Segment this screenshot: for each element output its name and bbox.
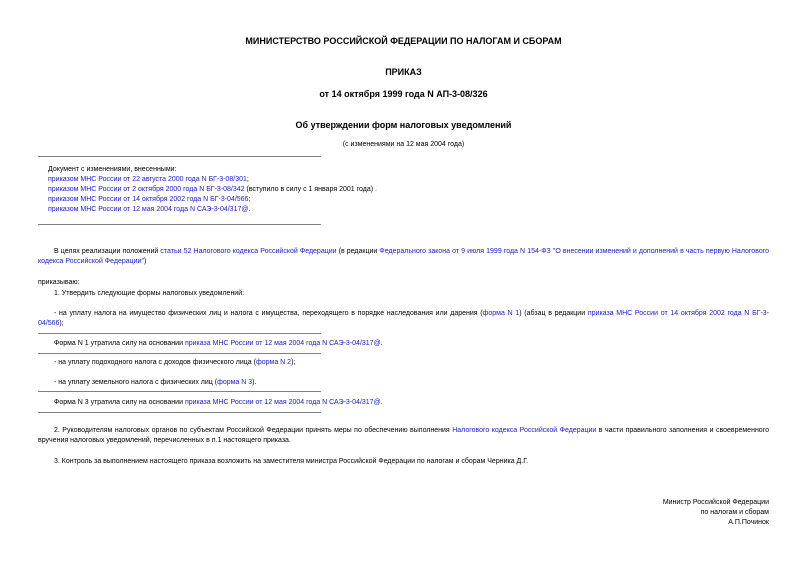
document-title: Об утверждении форм налоговых уведомлений: [295, 120, 512, 130]
form-3-void-note: Форма N 3 утратила силу на основании приказа МНС России от 12 мая 2004 года N САЭ-3-04/317@.: [54, 399, 383, 406]
change-link-2[interactable]: приказом МНС России от 2 октября 2000 года N БГ-3-08/342: [48, 186, 245, 193]
tax-code-article-52-link[interactable]: статьи 52 Налогового кодекса Российской Федерации: [160, 248, 337, 255]
changes-bottom-rule: [38, 224, 321, 225]
signature-line-1: Министр Российской Федерации: [662, 499, 769, 506]
tax-code-link[interactable]: Налогового кодекса Российской Федерации: [452, 427, 597, 434]
order-2002-566-link[interactable]: приказа МНС России от 14 октября 2002 года N БГ-3-04/566: [38, 310, 770, 327]
form-2-line: - на уплату подоходного налога с доходов физического лица (форма N 2);: [54, 359, 296, 366]
note-1-order-link[interactable]: приказа МНС России от 12 мая 2004 года N САЭ-3-04/317@: [184, 340, 381, 347]
form-2-link[interactable]: форма N 2: [255, 359, 292, 366]
item-2-paragraph: 2. Руководителям налоговых органов по субъектам Российской Федерации принять меры по обеспечению выполнения Налогового кодекса Российской Федерации в части правильного заполнения и своевременного вручения налоговых уведомлений, перечисленных в п.1 настоящего приказа.: [38, 427, 769, 444]
change-suffix-4: .: [248, 206, 251, 213]
changes-item-3: [48, 195, 448, 205]
changes-item-1: [48, 175, 448, 185]
changes-item-4: [48, 205, 448, 215]
note-3-top-rule: [38, 391, 321, 392]
changes-intro: Документ с изменениями, внесенными:: [48, 166, 177, 173]
changes-item-2: [48, 185, 448, 195]
note-1-bottom-rule: [38, 353, 321, 354]
doc-date-number: от 14 октября 1999 года N АП-3-08/326: [319, 89, 488, 99]
preamble-paragraph: В целях реализации положений статьи 52 Налогового кодекса Российской Федерации (в редакции Федерального закона от 9 июля 1999 года N 154-ФЗ "О внесении изменений и дополнений в часть первую Налогового кодекса Российской Федерации"): [38, 248, 769, 265]
changes-box: [48, 165, 448, 215]
item-1-text: 1. Утвердить следующие формы налоговых уведомлений:: [54, 290, 245, 297]
amendments-note: (с изменениями на 12 мая 2004 года): [342, 141, 465, 148]
change-suffix-2: (вступило в силу с 1 января 2001 года) .: [244, 186, 377, 193]
form-1-void-note: Форма N 1 утратила силу на основании приказа МНС России от 12 мая 2004 года N САЭ-3-04/317@.: [54, 340, 383, 347]
change-suffix-3: ;: [248, 196, 251, 203]
change-link-4[interactable]: приказом МНС России от 12 мая 2004 года N САЭ-3-04/317@: [48, 206, 249, 213]
changes-top-rule: [38, 156, 321, 157]
ministry-heading: МИНИСТЕРСТВО РОССИЙСКОЙ ФЕДЕРАЦИИ ПО НАЛОГАМ И СБОРАМ: [245, 36, 562, 46]
signature-block: [663, 498, 769, 528]
signature-line-2: по налогам и сборам: [700, 509, 769, 516]
doc-type: ПРИКАЗ: [385, 67, 422, 77]
form-1-paragraph: - на уплату налога на имущество физических лиц и налога с имущества, переходящего в порядке наследования или дарения (форма N 1) (абзац в редакции приказа МНС России от 14 октября 2002 года N БГ-3-04/566);: [38, 310, 770, 327]
change-suffix-1: ;: [246, 176, 249, 183]
federal-law-154-link[interactable]: Федерального закона от 9 июля 1999 года N 154-ФЗ "О внесении изменений и дополнений в часть первую Налогового кодекса Российской Федерации": [38, 248, 769, 265]
form-1-link[interactable]: форма N 1: [482, 310, 520, 317]
signature-name: А.П.Починок: [728, 519, 769, 526]
note-3-bottom-rule: [38, 412, 321, 413]
item-3-text: 3. Контроль за выполнением настоящего приказа возложить на заместителя министра Российской Федерации по налогам и сборам Черника Д.Г.: [54, 458, 529, 465]
change-link-1[interactable]: приказом МНС России от 22 августа 2000 года N БГ-3-08/301: [48, 176, 247, 183]
form-3-line: - на уплату земельного налога с физических лиц (форма N 3).: [54, 379, 257, 386]
form-3-link[interactable]: форма N 3: [217, 379, 253, 386]
change-link-3[interactable]: приказом МНС России от 14 октября 2002 года N БГ-3-04/566: [48, 196, 249, 203]
orders-word: приказываю:: [38, 279, 80, 286]
note-3-order-link[interactable]: приказа МНС России от 12 мая 2004 года N САЭ-3-04/317@: [184, 399, 381, 406]
note-1-top-rule: [38, 333, 321, 334]
